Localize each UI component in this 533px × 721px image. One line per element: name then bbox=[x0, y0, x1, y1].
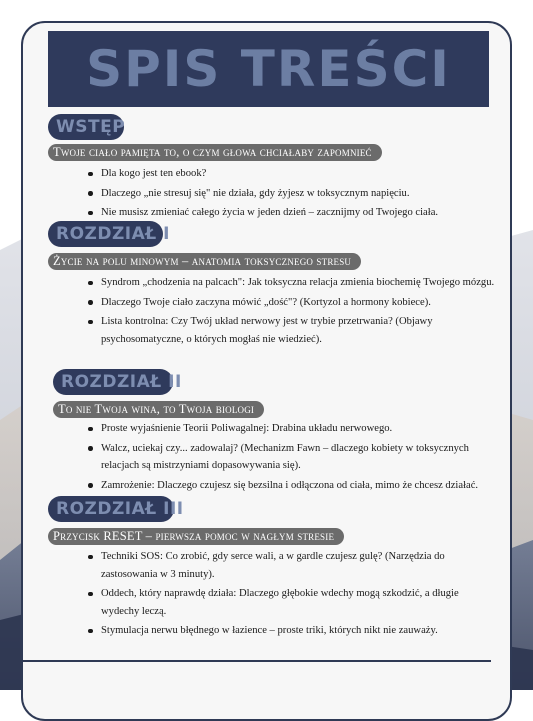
list-item: Syndrom „chodzenia na palcach": Jak toksyczna relacja zmienia biochemię Twojego mózgu. bbox=[87, 274, 497, 292]
section-subtitle-chapter-2 bbox=[53, 401, 264, 418]
section-badge-chapter-3 bbox=[48, 496, 184, 522]
bottom-divider-line bbox=[21, 660, 491, 662]
section-items-chapter-3 bbox=[87, 548, 497, 642]
section-subtitle-label: To nie Twoja wina, to Twoja biologi bbox=[58, 402, 255, 416]
section-subtitle-chapter-1 bbox=[48, 253, 361, 270]
section-subtitle-chapter-3 bbox=[48, 528, 344, 545]
section-subtitle-label: Przycisk RESET – pierwsza pomoc w nagłym stresie bbox=[53, 529, 335, 543]
table-of-contents-card bbox=[21, 21, 512, 721]
section-items-chapter-2 bbox=[87, 420, 497, 496]
list-item: Techniki SOS: Co zrobić, gdy serce wali, a w gardle czujesz gulę? (Narzędzia do zastosowania w 3 minuty). bbox=[87, 548, 497, 583]
section-badge-intro bbox=[48, 114, 124, 140]
section-badge-label: ROZDZIAŁ I bbox=[56, 224, 170, 244]
list-item: Zamrożenie: Dlaczego czujesz się bezsilna i odłączona od ciała, mimo że chcesz działać. bbox=[87, 477, 497, 495]
title-banner bbox=[48, 31, 489, 107]
section-items-intro bbox=[87, 165, 487, 224]
list-item: Dlaczego Twoje ciało zaczyna mówić „dość"? (Kortyzol a hormony kobiece). bbox=[87, 294, 497, 312]
list-item: Oddech, który naprawdę działa: Dlaczego głębokie wdechy mogą szkodzić, a długie wydechy leczą. bbox=[87, 585, 497, 620]
list-item: Dlaczego „nie stresuj się" nie działa, gdy żyjesz w toksycznym napięciu. bbox=[87, 185, 487, 203]
section-badge-label: ROZDZIAŁ II bbox=[61, 372, 182, 392]
list-item: Stymulacja nerwu błędnego w łazience – proste triki, których nikt nie zauważy. bbox=[87, 622, 497, 640]
section-badge-chapter-1 bbox=[48, 221, 170, 247]
section-badge-label: WSTĘP bbox=[56, 117, 126, 137]
page-title: SPIS TREŚCI bbox=[86, 40, 451, 98]
list-item: Dla kogo jest ten ebook? bbox=[87, 165, 487, 183]
list-item: Lista kontrolna: Czy Twój układ nerwowy jest w trybie przetrwania? (Objawy psychosomatyczne, o których mogłaś nie wiedzieć). bbox=[87, 313, 497, 348]
list-item: Proste wyjaśnienie Teorii Poliwagalnej: Drabina układu nerwowego. bbox=[87, 420, 497, 438]
list-item: Walcz, uciekaj czy... zadowalaj? (Mechanizm Fawn – dlaczego kobiety w toksycznych relacjach są mistrzyniami dopasowywania się). bbox=[87, 440, 497, 475]
section-subtitle-label: Twoje ciało pamięta to, o czym głowa chciałaby zapomnieć bbox=[53, 145, 372, 159]
list-item: Nie musisz zmieniać całego życia w jeden dzień – zacznijmy od Twojego ciała. bbox=[87, 204, 487, 222]
section-badge-chapter-2 bbox=[53, 369, 182, 395]
section-subtitle-intro bbox=[48, 144, 382, 161]
section-items-chapter-1 bbox=[87, 274, 497, 350]
section-subtitle-label: Życie na polu minowym – anatomia toksycznego stresu bbox=[53, 254, 352, 268]
section-badge-label: ROZDZIAŁ III bbox=[56, 499, 184, 519]
